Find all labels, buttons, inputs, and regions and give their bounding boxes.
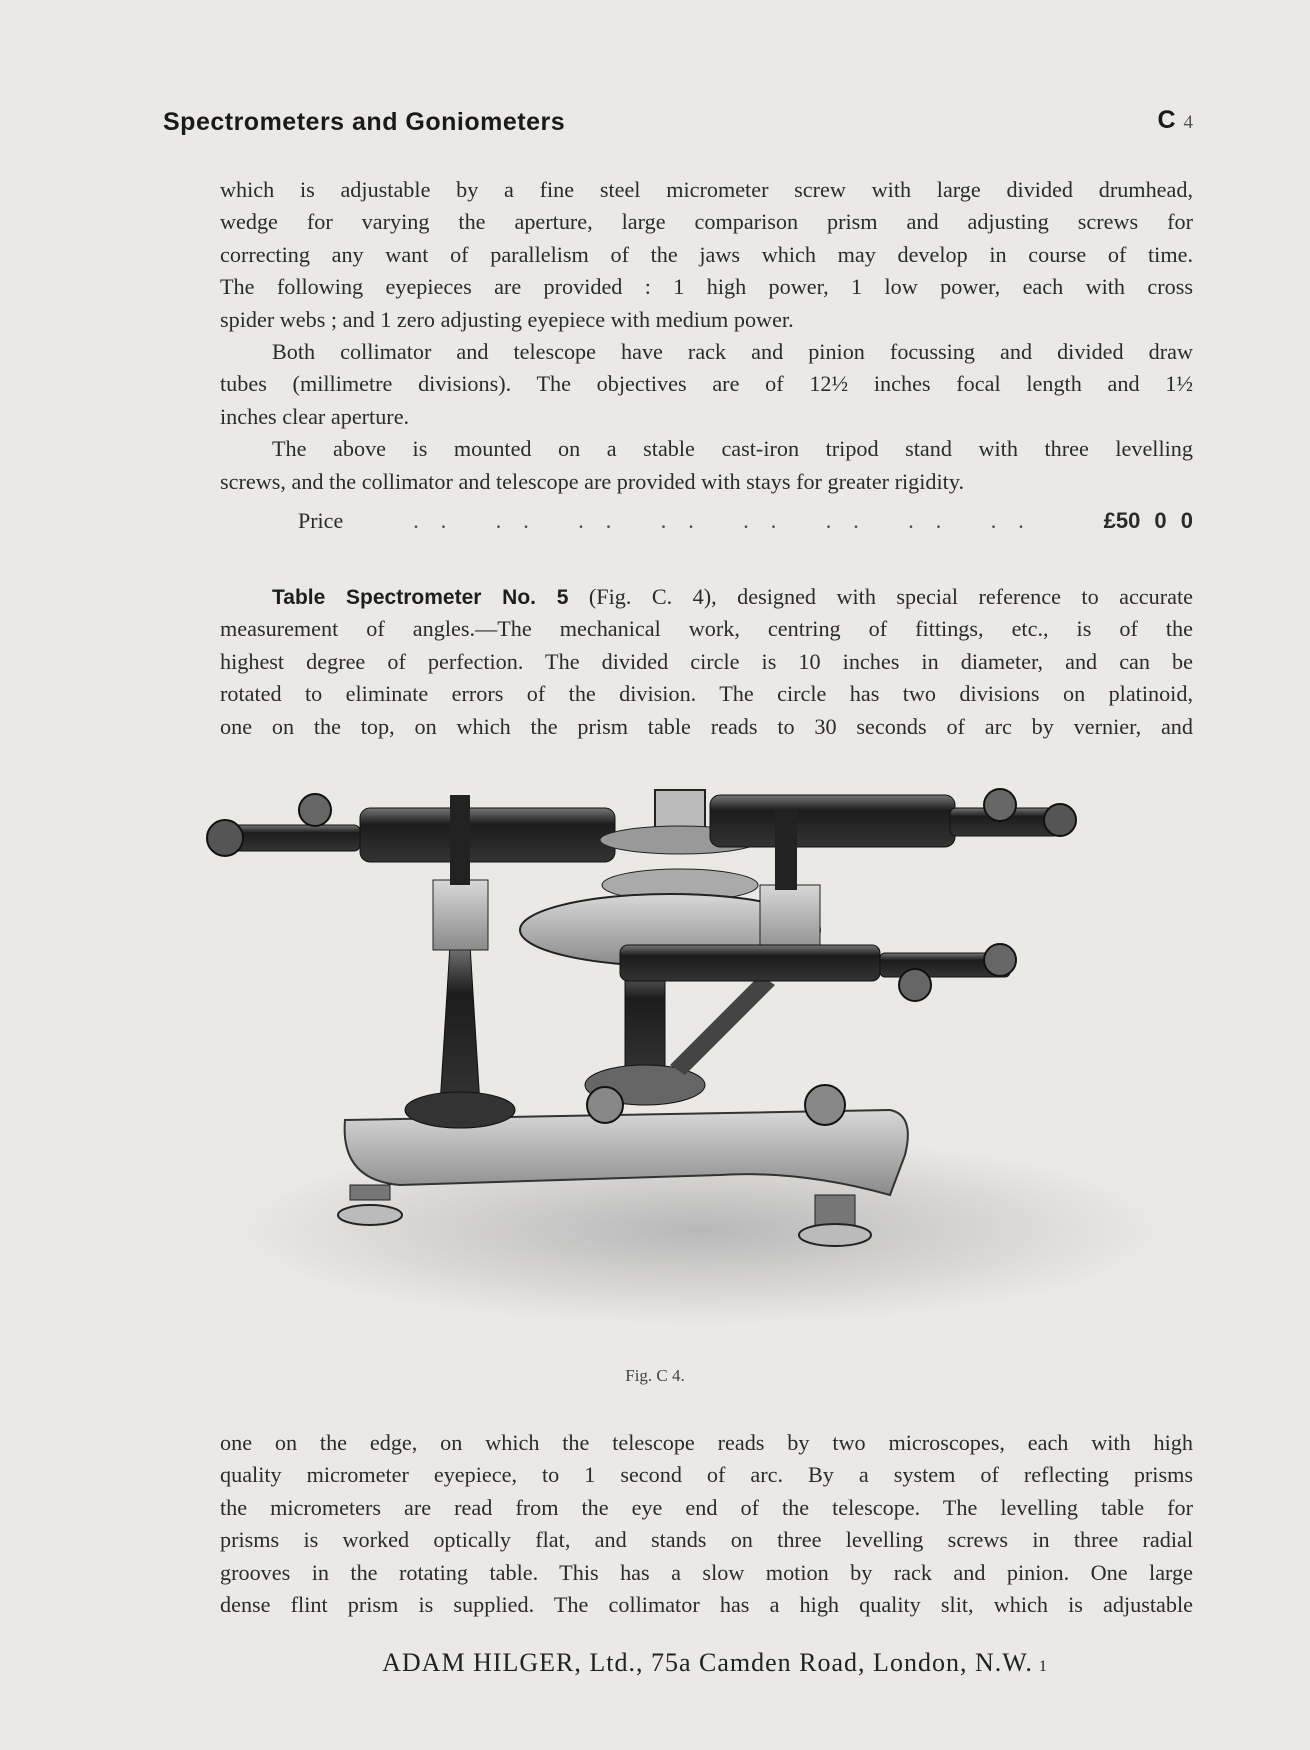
text-line: highest degree of perfection. The divided circle is 10 inches in diameter, and can be: [220, 648, 1193, 674]
text-line: The following eyepieces are provided : 1 high power, 1 low power, each with cross: [220, 274, 1193, 300]
product-name: Table Spectrometer No. 5: [272, 586, 569, 609]
section-letter: C: [1157, 106, 1176, 134]
paragraph: [220, 336, 1193, 433]
page-digit: 4: [1183, 112, 1193, 133]
publisher-footer: [0, 1648, 1310, 1678]
text-line: one on the edge, on which the telescope reads by two microscopes, each with high: [220, 1430, 1193, 1455]
page-header: [163, 108, 1193, 144]
text-line: measurement of angles.—The mechanical work, centring of fittings, etc., is of the: [220, 616, 1193, 642]
price-label: Price: [298, 508, 344, 533]
text-line: correcting any want of parallelism of the jaws which may develop in course of time.: [220, 241, 1193, 267]
text-line: inches clear aperture.: [220, 403, 410, 429]
text-line: prisms is worked optically flat, and stands on three levelling screws in three radial: [220, 1527, 1193, 1553]
figure-caption: Fig. C 4.: [625, 1366, 685, 1385]
text-line: tubes (millimetre divisions). The objectives are of 12½ inches focal length and 1½: [220, 371, 1193, 397]
text-line: spider webs ; and 1 zero adjusting eyepiece with medium power.: [220, 306, 794, 332]
paragraph: [220, 433, 1193, 498]
text-line: which is adjustable by a fine steel micrometer screw with large divided drumhead,: [220, 177, 1193, 202]
paragraph: [220, 174, 1193, 336]
page-number: [1157, 106, 1193, 135]
product-intro-text: (Fig. C. 4), designed with special reference to accurate: [568, 584, 1194, 609]
text-line: The above is mounted on a stable cast-iron tripod stand with three levelling: [272, 436, 1193, 462]
bottom-paragraph: [220, 1427, 1193, 1621]
price-leader-dots: .. .. .. .. .. .. .. ..: [413, 508, 1046, 533]
publisher-address: ADAM HILGER, Ltd., 75a Camden Road, London, N.W.: [382, 1648, 1033, 1677]
text-line: quality micrometer eyepiece, to 1 second of arc. By a system of reflecting prisms: [220, 1462, 1193, 1488]
text-line: screws, and the collimator and telescope are provided with stays for greater rigidity.: [220, 468, 965, 494]
price-row: [298, 508, 1193, 534]
product-paragraph: [220, 581, 1193, 743]
text-line: rotated to eliminate errors of the division. The circle has two divisions on platinoid,: [220, 681, 1193, 707]
text-line: wedge for varying the aperture, large comparison prism and adjusting screws for: [220, 209, 1193, 235]
top-text-block: [220, 174, 1193, 498]
text-line: grooves in the rotating table. This has a slow motion by rack and pinion. One large: [220, 1559, 1193, 1585]
text-line: Both collimator and telescope have rack and pinion focussing and divided draw: [272, 338, 1193, 364]
postal-district: 1: [1038, 1658, 1048, 1675]
section-title: Spectrometers and Goniometers: [163, 108, 566, 136]
text-line: dense flint prism is supplied. The collimator has a high quality slit, which is adjustable: [220, 1591, 1193, 1617]
product-first-line: [220, 581, 1193, 613]
spectrometer-illustration: [200, 775, 1180, 1335]
text-line: the micrometers are read from the eye end of the telescope. The levelling table for: [220, 1494, 1193, 1520]
text-line: one on the top, on which the prism table reads to 30 seconds of arc by vernier, and: [220, 713, 1193, 739]
price-value: £50 0 0: [1103, 508, 1193, 533]
